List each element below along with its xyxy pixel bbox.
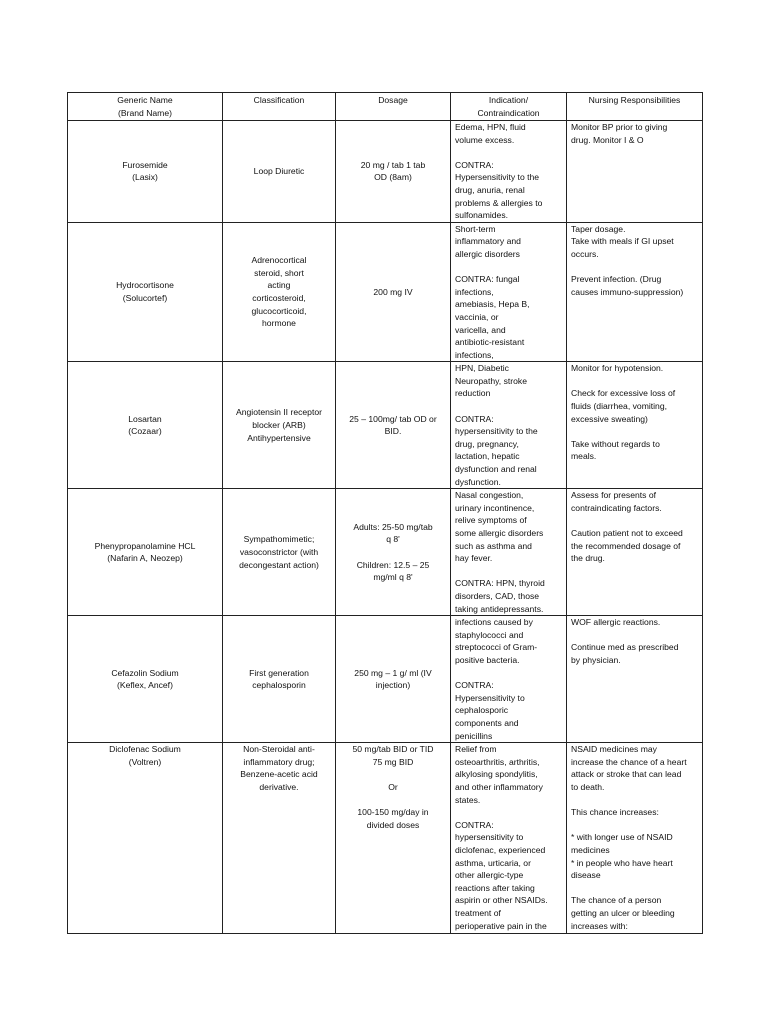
dosage-cell	[336, 616, 451, 743]
cell-text-line: taking antidepressants.	[455, 603, 544, 614]
cell-text-line: Indication/	[488, 95, 529, 105]
cell-text-line: volume excess.	[455, 134, 515, 145]
cell-text-line: the recommended dosage of	[571, 540, 681, 551]
cell-text-line: sulfonamides.	[455, 210, 509, 221]
cell-text-line: problems & allergies to	[455, 197, 543, 208]
nursing-cell	[567, 121, 703, 223]
cell-text-line: Hypersensitivity to	[455, 692, 525, 703]
cell-text-line	[571, 514, 698, 527]
cell-text-line: First generation	[249, 667, 309, 678]
cell-text-line: Contraindication	[477, 107, 540, 118]
header-dosage	[336, 93, 451, 121]
cell-text-line: Take without regards to	[571, 438, 660, 449]
cell-text-line: disorders, CAD, those	[455, 591, 540, 602]
cell-text-line: Neuropathy, stroke	[455, 375, 527, 386]
cell-text-line: hay fever.	[455, 553, 493, 564]
cell-text-line: Check for excessive loss of	[571, 388, 676, 399]
cell-text-line: Hypersensitivity to the	[455, 172, 540, 183]
table-row	[68, 222, 703, 362]
cell-text-line: steroid, short	[254, 267, 304, 278]
cell-text-line: CONTRA:	[455, 159, 494, 170]
indication-cell	[451, 222, 567, 362]
cell-text-line: CONTRA: fungal	[455, 274, 520, 285]
cell-text-line: asthma, urticaria, or	[455, 857, 531, 868]
cell-text-line: Classification	[253, 95, 305, 105]
cell-text-line: getting an ulcer or bleeding	[571, 907, 675, 918]
cell-text-line: Hydrocortisone	[116, 280, 174, 291]
cell-text-line: hypersensitivity to	[455, 832, 524, 843]
cell-text-line	[571, 375, 698, 388]
classification-cell	[223, 121, 336, 223]
cell-text-line: This chance increases:	[571, 807, 659, 818]
cell-text-line: Sympathomimetic;	[243, 534, 315, 545]
classification-cell	[223, 489, 336, 616]
cell-text-line: Monitor BP prior to giving	[571, 122, 668, 132]
indication-cell	[451, 489, 567, 616]
indication-cell	[451, 743, 567, 934]
cell-text-line: alkylosing spondylitis,	[455, 769, 538, 780]
table-row	[68, 362, 703, 489]
cell-text-line: dysfunction.	[455, 476, 501, 487]
cell-text-line: drug. Monitor I & O	[571, 134, 644, 145]
classification-cell	[223, 743, 336, 934]
cell-text-line: glucocorticoid,	[251, 305, 307, 316]
generic-name-cell	[68, 362, 223, 489]
cell-text-line: 20 mg / tab 1 tab	[360, 159, 426, 170]
cell-text-line: aspirin or other NSAIDs.	[455, 895, 548, 906]
classification-cell	[223, 222, 336, 362]
cell-text-line: * in people who have heart	[571, 857, 673, 868]
cell-text-line: increases with:	[571, 920, 628, 931]
cell-text-line: perioperative pain in the	[455, 920, 547, 931]
generic-name-cell	[68, 616, 223, 743]
cell-text-line: Furosemide	[122, 159, 168, 170]
cell-text-line: meals.	[571, 451, 597, 462]
cell-text-line: cephalosporic	[455, 705, 509, 716]
generic-name-cell	[68, 222, 223, 362]
cell-text-line: occurs.	[571, 248, 599, 259]
cell-text-line: Monitor for hypotension.	[571, 363, 664, 374]
cell-text-line: (Keflex, Ancef)	[117, 680, 173, 691]
cell-text-line: Losartan	[128, 413, 162, 424]
cell-text-line: 25 – 100mg/ tab OD or	[349, 413, 437, 424]
cell-text-line: treatment of	[455, 907, 501, 918]
cell-text-line: to death.	[571, 782, 605, 792]
cell-text-line: Caution patient not to exceed	[571, 528, 683, 539]
cell-text-line	[571, 819, 698, 832]
nursing-cell	[567, 222, 703, 362]
cell-text-line: Relief from	[455, 744, 497, 755]
dosage-cell	[336, 121, 451, 223]
indication-cell	[451, 121, 567, 223]
cell-text-line: Edema, HPN, fluid	[455, 122, 526, 132]
cell-text-line: CONTRA:	[455, 819, 494, 830]
cell-text-line: WOF allergic reactions.	[571, 617, 661, 628]
cell-text-line: The chance of a person	[571, 895, 662, 906]
cell-text-line: streptococci of Gram-	[455, 642, 538, 653]
cell-text-line: 200 mg IV	[373, 286, 413, 297]
cell-text-line: causes immuno-suppression)	[571, 286, 684, 297]
cell-text-line: 250 mg – 1 g/ ml (IV	[354, 667, 432, 678]
table-row	[68, 616, 703, 743]
indication-cell	[451, 362, 567, 489]
cell-text-line: reactions after taking	[455, 882, 535, 893]
cell-text-line: relive symptoms of	[455, 515, 527, 526]
cell-text-line	[340, 768, 446, 781]
cell-text-line: vasoconstrictor (with	[239, 546, 319, 557]
cell-text-line: (Solucortef)	[122, 293, 168, 304]
cell-text-line: disease	[571, 870, 601, 881]
cell-text-line: blocker (ARB)	[252, 419, 306, 430]
dosage-cell	[336, 489, 451, 616]
cell-text-line: BID.	[384, 426, 402, 437]
cell-text-line: varicella, and	[455, 324, 506, 335]
cell-text-line: reduction	[455, 388, 491, 399]
cell-text-line: drug, pregnancy,	[455, 438, 519, 449]
nursing-cell	[567, 489, 703, 616]
cell-text-line: corticosteroid,	[252, 293, 306, 304]
cell-text-line: Short-term	[455, 223, 496, 234]
cell-text-line: and other inflammatory	[455, 782, 543, 792]
cell-text-line: CONTRA:	[455, 680, 494, 691]
generic-name-cell	[68, 121, 223, 223]
cell-text-line: amebiasis, Hepa B,	[455, 299, 530, 310]
cell-text-line: 75 mg BID	[372, 756, 414, 767]
cell-text-line: medicines	[571, 844, 610, 855]
classification-cell	[223, 616, 336, 743]
cell-text-line: NSAID medicines may	[571, 744, 657, 755]
cell-text-line	[571, 261, 698, 274]
drug-table	[67, 92, 703, 934]
header-classification	[223, 93, 336, 121]
cell-text-line: urinary incontinence,	[455, 502, 535, 513]
cell-text-line: * with longer use of NSAID	[571, 832, 673, 843]
cell-text-line	[455, 806, 562, 819]
cell-text-line: allergic disorders	[455, 248, 520, 259]
cell-text-line: Adrenocortical	[251, 255, 307, 266]
cell-text-line: the drug.	[571, 553, 605, 564]
cell-text-line: divided doses	[366, 819, 420, 830]
cell-text-line: antibiotic-resistant	[455, 337, 525, 348]
generic-name-cell	[68, 489, 223, 616]
nursing-cell	[567, 362, 703, 489]
cell-text-line: mg/ml q 8'	[373, 572, 413, 583]
cell-text-line: Loop Diuretic	[253, 166, 305, 177]
cell-text-line: contraindicating factors.	[571, 502, 662, 513]
nursing-cell	[567, 616, 703, 743]
cell-text-line: (Nafarin A, Neozep)	[107, 553, 183, 564]
cell-text-line: hypersensitivity to the	[455, 426, 538, 437]
cell-text-line: Continue med as prescribed	[571, 642, 679, 653]
cell-text-line	[571, 794, 698, 807]
cell-text-line	[340, 546, 446, 559]
cell-text-line: Nasal congestion,	[455, 490, 524, 501]
cell-text-line: staphylococci and	[455, 629, 524, 640]
cell-text-line: Dosage	[378, 95, 408, 105]
cell-text-line: Adults: 25-50 mg/tab	[353, 521, 433, 532]
cell-text-line	[455, 146, 562, 159]
indication-text	[455, 743, 562, 932]
cell-text-line: Generic Name	[117, 95, 173, 105]
cell-text-line: dysfunction and renal	[455, 464, 537, 475]
cell-text-line	[571, 882, 698, 895]
header-indication	[451, 93, 567, 121]
cell-text-line: Or	[388, 782, 398, 792]
cell-text-line: vaccinia, or	[455, 311, 499, 322]
dosage-cell	[336, 743, 451, 934]
cell-text-line: Cefazolin Sodium	[111, 667, 179, 678]
cell-text-line: osteoarthritis, arthritis,	[455, 756, 540, 767]
cell-text-line: inflammatory drug;	[243, 756, 315, 767]
header-nursing	[567, 93, 703, 121]
cell-text-line: Taper dosage.	[571, 223, 626, 234]
cell-text-line: (Brand Name)	[118, 107, 172, 118]
cell-text-line: lactation, hepatic	[455, 451, 520, 462]
cell-text-line: injection)	[375, 680, 411, 691]
cell-text-line: drug, anuria, renal	[455, 184, 525, 195]
cell-text-line: states.	[455, 794, 481, 805]
header-row	[68, 93, 703, 121]
cell-text-line	[571, 425, 698, 438]
nursing-cell	[567, 743, 703, 934]
cell-text-line: attack or stroke that can lead	[571, 769, 682, 780]
cell-text-line	[571, 629, 698, 642]
cell-text-line: Children: 12.5 – 25	[356, 559, 430, 570]
cell-text-line: acting	[267, 280, 291, 291]
cell-text-line: by physician.	[571, 655, 621, 666]
cell-text-line: Nursing Responsibilities	[588, 95, 681, 105]
cell-text-line: Take with meals if GI upset	[571, 236, 674, 247]
table-row	[68, 121, 703, 223]
cell-text-line: decongestant action)	[239, 559, 319, 570]
cell-text-line	[455, 261, 562, 274]
cell-text-line: infections caused by	[455, 617, 533, 628]
cell-text-line: (Voltren)	[128, 756, 162, 767]
cell-text-line	[455, 565, 562, 578]
cell-text-line: CONTRA: HPN, thyroid	[455, 578, 545, 589]
cell-text-line: CONTRA:	[455, 413, 494, 424]
cell-text-line: diclofenac, experienced	[455, 844, 546, 855]
cell-text-line: positive bacteria.	[455, 655, 520, 666]
table-row	[68, 489, 703, 616]
cell-text-line: (Lasix)	[132, 172, 158, 183]
cell-text-line: q 8'	[386, 534, 400, 545]
cell-text-line: infections,	[455, 349, 494, 360]
classification-cell	[223, 362, 336, 489]
cell-text-line: 100-150 mg/day in	[357, 807, 429, 818]
cell-text-line: infections,	[455, 286, 494, 297]
dosage-cell	[336, 362, 451, 489]
cell-text-line: OD (8am)	[374, 172, 412, 183]
generic-name-cell	[68, 743, 223, 934]
cell-text-line: Non-Steroidal anti-	[243, 744, 315, 755]
cell-text-line: Phenypropanolamine HCL	[94, 540, 196, 551]
indication-cell	[451, 616, 567, 743]
cell-text-line: cephalosporin	[252, 680, 306, 691]
cell-text-line: increase the chance of a heart	[571, 756, 687, 767]
header-generic-name	[68, 93, 223, 121]
cell-text-line: penicillins	[455, 730, 493, 741]
cell-text-line: derivative.	[259, 782, 299, 792]
cell-text-line: some allergic disorders	[455, 528, 544, 539]
cell-text-line: excessive sweating)	[571, 413, 648, 424]
cell-text-line	[455, 667, 562, 680]
cell-text-line: hormone	[262, 318, 296, 329]
nursing-text	[571, 743, 698, 932]
cell-text-line: Prevent infection. (Drug	[571, 274, 662, 285]
cell-text-line: such as asthma and	[455, 540, 532, 551]
cell-text-line: components and	[455, 718, 519, 729]
cell-text-line	[340, 794, 446, 807]
cell-text-line: 50 mg/tab BID or TID	[352, 744, 434, 755]
cell-text-line: Benzene-acetic acid	[240, 769, 318, 780]
cell-text-line: (Cozaar)	[128, 426, 162, 437]
cell-text-line: Antihypertensive	[247, 432, 311, 443]
cell-text-line: HPN, Diabetic	[455, 363, 509, 374]
dosage-cell	[336, 222, 451, 362]
cell-text-line: inflammatory and	[455, 236, 521, 247]
cell-text-line: Diclofenac Sodium	[109, 744, 181, 755]
cell-text-line: other allergic-type	[455, 870, 524, 881]
table-row	[68, 743, 703, 934]
cell-text-line: Angiotensin II receptor	[236, 407, 322, 418]
cell-text-line	[455, 400, 562, 413]
cell-text-line: Assess for presents of	[571, 490, 657, 501]
cell-text-line: fluids (diarrhea, vomiting,	[571, 401, 668, 412]
